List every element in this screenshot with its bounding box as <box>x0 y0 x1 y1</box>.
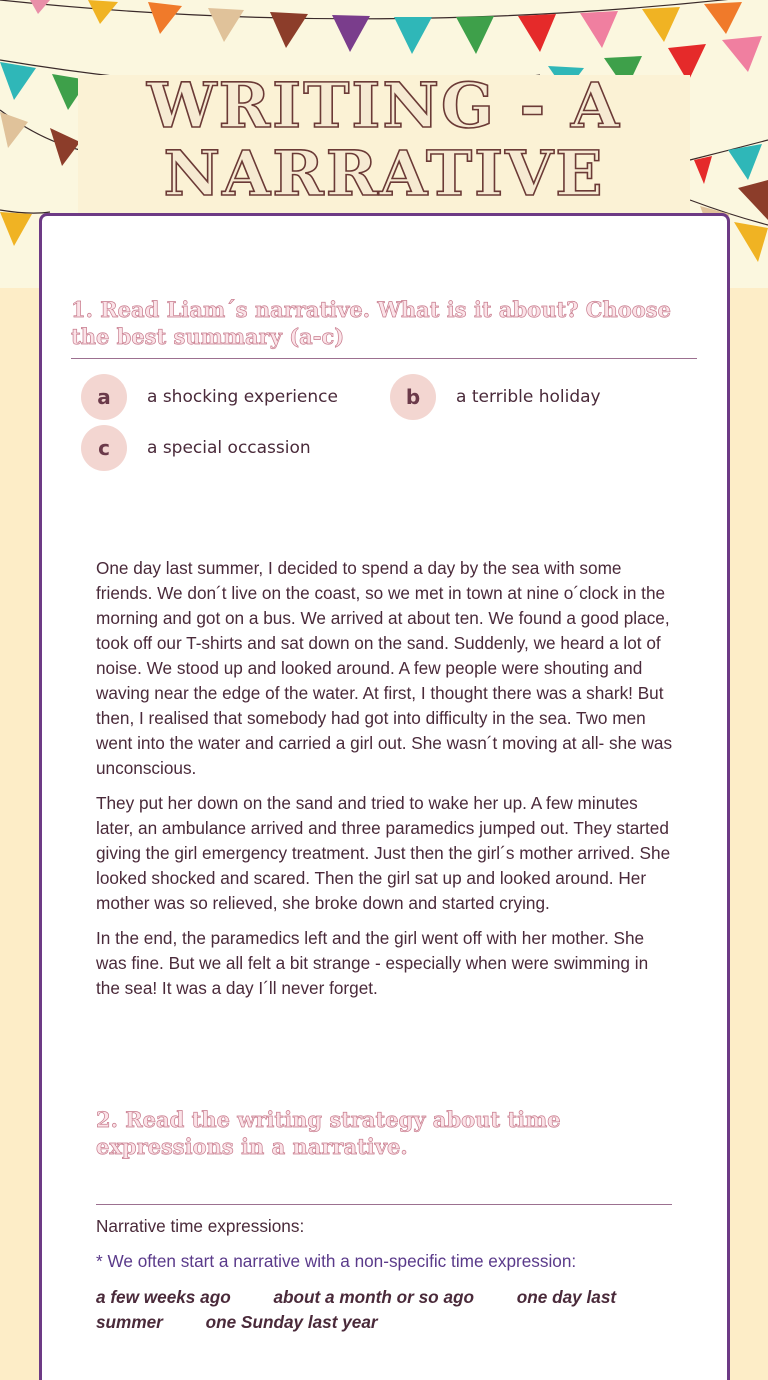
story-paragraph-3: In the end, the paramedics left and the girl went off with her mother. She was fine. But we all felt a bit strange - especially when were swimming in the sea! It was a day I´ll never forget. <box>96 928 649 998</box>
example-expression: one day last summer <box>96 1287 617 1332</box>
choice-a-text: a shocking experience <box>147 387 338 407</box>
choice-a[interactable] <box>81 374 338 420</box>
choice-c[interactable] <box>81 425 311 471</box>
choice-b-text: a terrible holiday <box>456 387 601 407</box>
divider <box>71 358 697 359</box>
time-expression-examples <box>96 1285 676 1335</box>
choice-a-badge[interactable]: a <box>81 374 127 420</box>
page-title: WRITING - A NARRATIVE <box>147 69 621 210</box>
divider <box>96 1204 672 1205</box>
strategy-note: * We often start a narrative with a non-specific time expression: <box>96 1251 577 1271</box>
example-expression: a few weeks ago <box>96 1287 231 1307</box>
example-expression: about a month or so ago <box>273 1287 475 1307</box>
story-paragraph-1: One day last summer, I decided to spend a day by the sea with some friends. We don´t live on the coast, so we met in town at nine o´clock in the morning and got on a bus. We arrived at about ten. We found a good place, took off our T-shirts and sat down on the sand. Suddenly, we heard a lot of noise. We stood up and looked around. A few people were shouting and waving near the edge of the water. At first, I thought there was a shark! But then, I realised that somebody had got into difficulty in the sea. Two men went into the water and carried a girl out. She wasn´t moving at all- she was unconscious. <box>96 558 673 778</box>
choice-c-text: a special occassion <box>147 438 311 458</box>
story-paragraph-2: They put her down on the sand and tried to wake her up. A few minutes later, an ambulance arrived and three paramedics jumped out. They started giving the girl emergency treatment. Just then the girl´s mother arrived. She looked shocked and scared. Then the girl sat up and looked around. Her mother was so relieved, she broke down and started crying. <box>96 793 671 913</box>
narrative-text <box>96 556 676 1011</box>
choice-b[interactable] <box>390 374 601 420</box>
example-expression: one Sunday last year <box>205 1312 378 1332</box>
choice-c-badge[interactable]: c <box>81 425 127 471</box>
question-1-heading: 1. Read Liam´s narrative. What is it about? Choose the best summary (a-c) <box>71 297 671 349</box>
strategy-label: Narrative time expressions: <box>96 1216 305 1236</box>
question-2-heading: 2. Read the writing strategy about time expressions in a narrative. <box>96 1107 561 1159</box>
choice-b-badge[interactable]: b <box>390 374 436 420</box>
